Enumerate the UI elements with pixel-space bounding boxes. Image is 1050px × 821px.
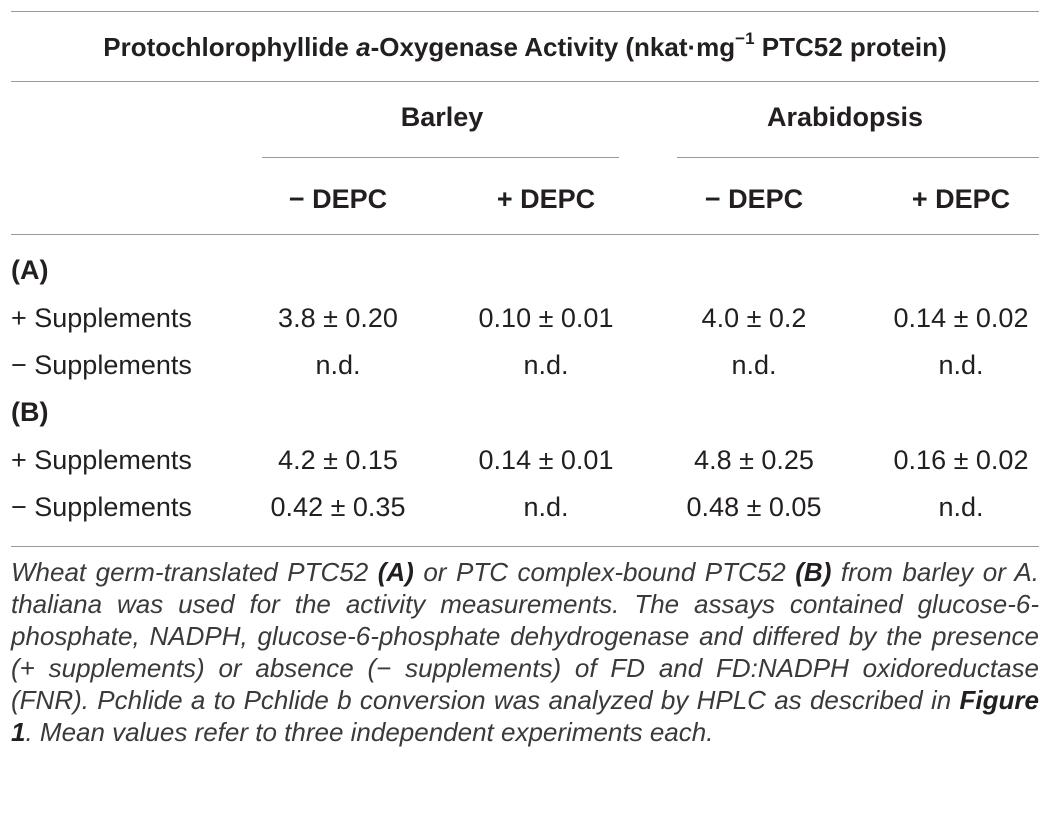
- title-superscript: −1: [735, 29, 755, 49]
- table-cell: n.d.: [938, 350, 984, 380]
- section-label-a: (A): [11, 255, 49, 285]
- group-header-arabidopsis: Arabidopsis: [766, 102, 924, 132]
- caption-bold-b: (B): [795, 557, 832, 587]
- top-rule: [11, 11, 1039, 12]
- table-cell: 3.8 ± 0.20: [278, 303, 398, 333]
- column-header: − DEPC: [704, 184, 804, 214]
- caption-bold-a: (A): [377, 557, 414, 587]
- caption-text: or PTC complex-bound PTC52: [413, 557, 796, 587]
- table-cell: 0.14 ± 0.01: [478, 445, 614, 475]
- section-label-b: (B): [11, 397, 49, 427]
- table-cell: 0.10 ± 0.01: [478, 303, 614, 333]
- row-label: − Supplements: [11, 350, 192, 380]
- title-text-2: -Oxygenase Activity (nkat·mg: [370, 32, 736, 62]
- row-label: + Supplements: [11, 303, 192, 333]
- arabidopsis-group-rule: [677, 157, 1039, 158]
- row-label: + Supplements: [11, 445, 192, 475]
- title-text-1: Protochlorophyllide: [103, 32, 357, 62]
- caption-text: from barley or A. thaliana was used for the activity measurements. The assays contained glucose-6-phosphate, NADPH, glucose-6-phosphate dehydrogenase and differed by the presence (+ supplements) or absence (− supplements) of FD and FD:NADPH oxidoreductase (FNR). Pchlide a to Pchlide b conversion was analyzed by HPLC as described in: [11, 557, 1039, 715]
- title-rule: [11, 81, 1039, 82]
- row-label: − Supplements: [11, 492, 192, 522]
- column-header: + DEPC: [911, 184, 1011, 214]
- column-header: + DEPC: [496, 184, 596, 214]
- table-cell: n.d.: [938, 492, 984, 522]
- title-text-3: PTC52 protein): [754, 32, 947, 62]
- table-cell: n.d.: [731, 350, 777, 380]
- caption-text: . Mean values refer to three independent experiments each.: [25, 717, 714, 747]
- caption-text: Wheat germ-translated PTC52: [11, 557, 378, 587]
- barley-group-rule: [262, 157, 619, 158]
- table-cell: 0.48 ± 0.05: [686, 492, 822, 522]
- table-cell: n.d.: [523, 492, 569, 522]
- table-cell: 0.16 ± 0.02: [893, 445, 1029, 475]
- header-bottom-rule: [11, 234, 1039, 235]
- group-header-barley: Barley: [400, 102, 484, 132]
- title-italic-a: a: [356, 32, 371, 62]
- table-cell: 4.8 ± 0.25: [694, 445, 814, 475]
- table-cell: n.d.: [315, 350, 361, 380]
- column-header: − DEPC: [288, 184, 388, 214]
- caption-figure-ref: Figure 1: [11, 685, 1039, 747]
- table-title: [103, 31, 946, 63]
- table-cell: n.d.: [523, 350, 569, 380]
- table-caption: [11, 556, 1039, 748]
- table-cell: 0.14 ± 0.02: [893, 303, 1029, 333]
- table-cell: 4.2 ± 0.15: [278, 445, 398, 475]
- table-cell: 4.0 ± 0.2: [701, 303, 807, 333]
- table-cell: 0.42 ± 0.35: [270, 492, 406, 522]
- table-bottom-rule: [11, 546, 1039, 547]
